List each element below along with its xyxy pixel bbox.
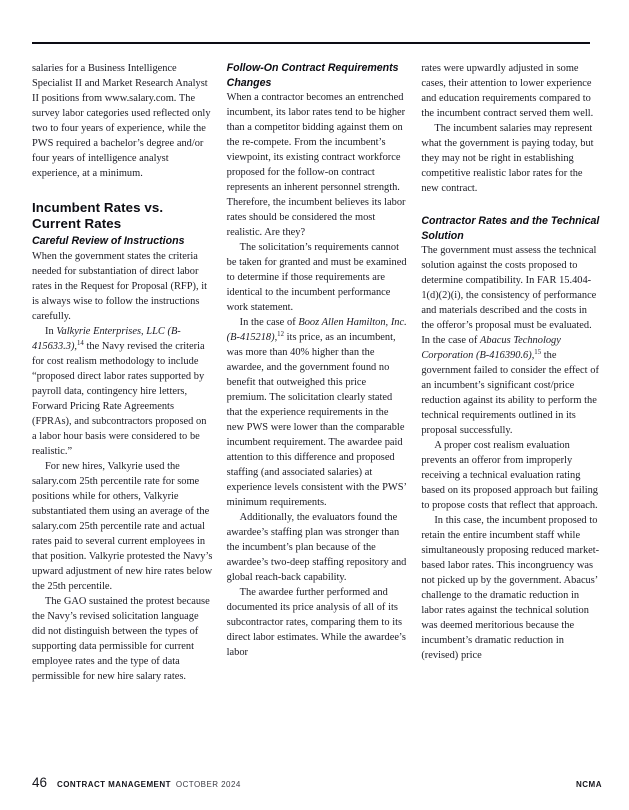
- text-run: The GAO sustained the protest because the Navy’s revised solicitation language did not distinguish between the types of supporting data permissible for current employee rates and the type of data permissible for new hire salary rates.: [32, 595, 210, 682]
- top-rule: [32, 42, 590, 44]
- footnote-ref: 12: [277, 331, 284, 338]
- text-run: rates were upwardly adjusted in some cases, their attention to lower experience and education requirements compared to the incumbent contract served them well.: [421, 63, 594, 119]
- text-run: The incumbent salaries may represent what the government is paying today, but they may not be right in establishing competitive realistic labor rates for the new contract.: [421, 123, 594, 194]
- paragraph-abacus-challenge: [421, 513, 602, 663]
- text-run: For new hires, Valkyrie used the salary.com 25th percentile rate for some positions while for others, Valkyrie substantiated them using an average of the salary.com 25th percentile rate and actual rates paid to several current employees in that position. Valkyrie protested the Navy’s upward adjustment of new hire rates below the 25th percentile.: [32, 460, 213, 592]
- paragraph-incumbent-salaries: [421, 121, 602, 196]
- paragraph-solicitation-requirements: [227, 240, 408, 315]
- footer-left: [32, 775, 241, 790]
- subsection-heading-careful-review: Careful Review of Instructions: [32, 235, 185, 247]
- publisher-name: NCMA: [576, 780, 602, 789]
- text-run: The awardee further performed and documented its price analysis of all of its subcontractor rates, comparing them to its direct labor estimates. While the awardee’s labor: [226, 587, 406, 658]
- case-citation: Valkyrie Enterprises, LLC (B-415633.3),: [32, 325, 181, 352]
- article-columns: [32, 61, 602, 684]
- text-run: In the case of: [239, 317, 299, 328]
- column-middle: [227, 61, 408, 684]
- text-run: When the government states the criteria needed for substantiation of direct labor rates in the Request for Proposal (RFP), it is always wise to follow the instructions carefully.: [32, 250, 208, 322]
- subsection-heading-follow-on: Follow-On Contract Requirements Changes: [226, 62, 399, 89]
- column-right: [421, 61, 602, 684]
- magazine-title: CONTRACT MANAGEMENT: [57, 780, 171, 789]
- paragraph-price-analysis: [227, 585, 408, 660]
- paragraph-booz-allen-case: [227, 315, 408, 510]
- text-run: A proper cost realism evaluation prevents an offeror from improperly receiving a technical evaluation rating based on its proposed approach but failing to propose costs that reflect that approach.: [421, 440, 598, 511]
- paragraph-abacus-case: [421, 243, 602, 438]
- footnote-ref: 14: [77, 339, 84, 347]
- issue-date: OCTOBER 2024: [175, 780, 241, 789]
- text-run: In this case, the incumbent proposed to retain the entire incumbent staff while simultaneously proposing reduced market-based labor rates. This incongruency was not picked up by the government. Abacus’ challenge to the dramatic reduction in labor rates against the technical solution was deemed meritorious because the incumbent’s dramatic reduction in (revised) price: [421, 515, 600, 661]
- text-run: The government must assess the technical solution against the costs proposed to determine compatibility. In FAR 15.404-1(d)(2)(i), the consistency of performance and materials described and the costs in the offeror’s proposal must be evaluated. In the case of: [421, 245, 597, 346]
- paragraph-rates-adjusted: [421, 61, 602, 121]
- section-heading-incumbent-rates: Incumbent Rates vs. Current Rates: [32, 200, 164, 231]
- paragraph-gao-sustained: [32, 594, 213, 684]
- paragraph-valkyrie-case: [32, 324, 213, 459]
- text-run: its price, as an incumbent, was more than 40% higher than the awardee, and the government found no benefit that outweighed this price premium. The solicitation clearly stated that the experience requirements in the new PWS were lower than the comparable incumbent requirement. The awardee paid attention to this difference and proposed staffing (and associated salaries) at experience levels consistent with the PWS’ minimum requirements.: [226, 332, 407, 508]
- case-citation: Abacus Technology Corporation (B-416390.6),: [421, 335, 561, 361]
- subsection-heading-contractor-rates: Contractor Rates and the Technical Solution: [421, 215, 600, 242]
- page-footer: [32, 775, 602, 790]
- paragraph-valkyrie-new-hires: [32, 459, 213, 594]
- column-left: [32, 61, 213, 684]
- text-run: the Navy revised the criteria for cost realism methodology to include “proposed direct labor rates supported by payroll data, contingency hire letters, Forward Pricing Rate Agreements (FPRAs), and subcontractors proposed on a labor hour basis were considered to be realistic.”: [32, 340, 207, 457]
- text-run: In: [45, 325, 57, 337]
- case-citation: Booz Allen Hamilton, Inc. (B-415218),: [226, 317, 407, 343]
- text-run: Additionally, the evaluators found the awardee’s staffing plan was stronger than the incumbent’s plan because of the awardee’s two-deep staffing repository and global reach-back capability.: [226, 512, 407, 583]
- text-run: salaries for a Business Intelligence Specialist II and Market Research Analyst II positions from www.salary.com. The survey labor categories used reflected only two to four years of experience, while the PWS required a bachelor’s degree and/or four years of intelligence analyst experience, at a minimum.: [32, 63, 211, 179]
- page-number: 46: [32, 775, 48, 790]
- text-run: The solicitation’s requirements cannot be taken for granted and must be examined to determine if those requirements are identical to the incumbent performance work statement.: [226, 242, 407, 313]
- text-run: When a contractor becomes an entrenched incumbent, its labor rates tend to be higher than a competitor bidding against them on the re-compete. From the incumbent’s viewpoint, its existing contract workforce proposed for the follow-on contract represents an inherent personnel strength. Therefore, the incumbent believes its labor rates should be considered the most realistic. Are they?: [226, 92, 406, 238]
- paragraph-salary-survey: [32, 61, 213, 181]
- paragraph-rfp-instructions: [32, 249, 213, 324]
- paragraph-cost-realism-evaluation: [421, 438, 602, 513]
- paragraph-entrenched-incumbent: [227, 90, 408, 240]
- footnote-ref: 15: [534, 349, 542, 356]
- text-run: the government failed to consider the effect of an incumbent’s significant cost/price reduction against its ability to perform the technical requirements outlined in its proposal successfully.: [421, 350, 599, 436]
- paragraph-staffing-plan: [227, 510, 408, 585]
